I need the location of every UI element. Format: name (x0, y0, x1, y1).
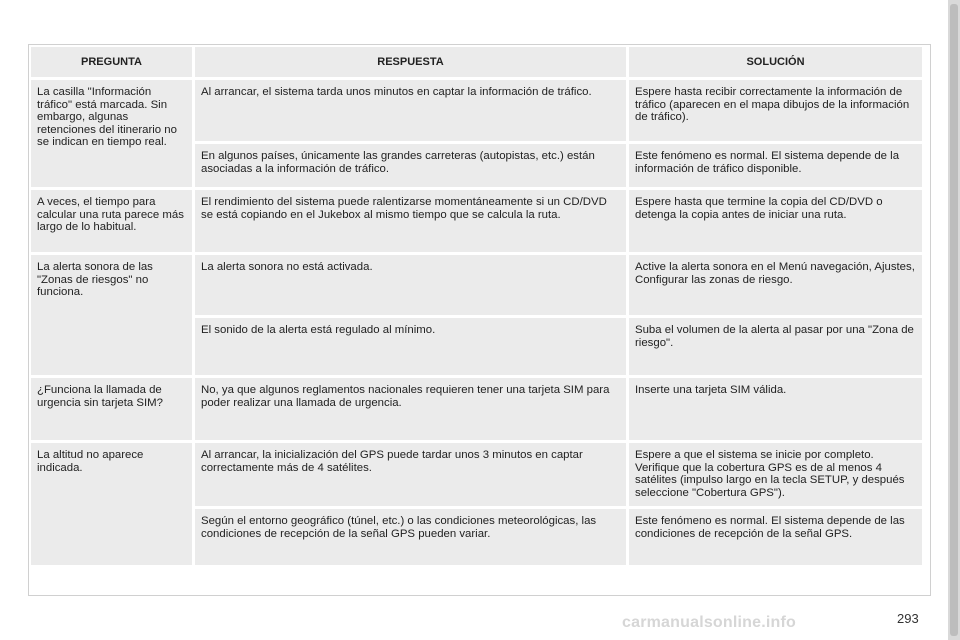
question-cell: La casilla "Información tráfico" está marcada. Sin embargo, algunas retenciones del itinerario no se indican en tiempo real. (31, 80, 192, 187)
header-solution: SOLUCIÓN (629, 47, 922, 77)
question-cell: A veces, el tiempo para calcular una ruta parece más largo de lo habitual. (31, 190, 192, 252)
table-row (31, 378, 922, 440)
answer-cell: Al arrancar, la inicialización del GPS puede tardar unos 3 minutos en captar correctamente más de 4 satélites. (195, 443, 626, 506)
header-question: PREGUNTA (31, 47, 192, 77)
scrollbar-thumb[interactable] (950, 4, 958, 636)
header-answer: RESPUESTA (195, 47, 626, 77)
table-row (31, 443, 922, 506)
solution-cell: Inserte una tarjeta SIM válida. (629, 378, 922, 440)
faq-table (28, 44, 925, 568)
solution-cell: Este fenómeno es normal. El sistema depende de las condiciones de recepción de la señal GPS. (629, 509, 922, 565)
watermark: carmanualsonline.info (622, 614, 797, 631)
table-header-row (31, 47, 922, 77)
answer-cell: Según el entorno geográfico (túnel, etc.) o las condiciones meteorológicas, las condiciones de recepción de la señal GPS pueden variar. (195, 509, 626, 565)
solution-cell: Este fenómeno es normal. El sistema depende de la información de tráfico disponible. (629, 144, 922, 187)
page-number: 293 (897, 611, 919, 626)
answer-cell: La alerta sonora no está activada. (195, 255, 626, 315)
table-row (31, 190, 922, 252)
solution-cell: Espere a que el sistema se inicie por completo. Verifique que la cobertura GPS es de al menos 4 satélites (impulso largo en la tecla SETUP, y después seleccione "Cobertura GPS"). (629, 443, 922, 506)
solution-cell: Espere hasta que termine la copia del CD/DVD o detenga la copia antes de iniciar una ruta. (629, 190, 922, 252)
answer-cell: El rendimiento del sistema puede ralentizarse momentáneamente si un CD/DVD se está copiando en el Jukebox al mismo tiempo que se calcula la ruta. (195, 190, 626, 252)
answer-cell: En algunos países, únicamente las grandes carreteras (autopistas, etc.) están asociadas a la información de tráfico. (195, 144, 626, 187)
question-cell: ¿Funciona la llamada de urgencia sin tarjeta SIM? (31, 378, 192, 440)
table-row (31, 80, 922, 141)
table-row (31, 255, 922, 315)
question-cell: La altitud no aparece indicada. (31, 443, 192, 565)
solution-cell: Espere hasta recibir correctamente la información de tráfico (aparecen en el mapa dibujos de la información de tráfico). (629, 80, 922, 141)
answer-cell: Al arrancar, el sistema tarda unos minutos en captar la información de tráfico. (195, 80, 626, 141)
solution-cell: Active la alerta sonora en el Menú navegación, Ajustes, Configurar las zonas de riesgo. (629, 255, 922, 315)
question-cell: La alerta sonora de las "Zonas de riesgos" no funciona. (31, 255, 192, 375)
answer-cell: El sonido de la alerta está regulado al mínimo. (195, 318, 626, 375)
solution-cell: Suba el volumen de la alerta al pasar por una "Zona de riesgo". (629, 318, 922, 375)
answer-cell: No, ya que algunos reglamentos nacionales requieren tener una tarjeta SIM para poder realizar una llamada de urgencia. (195, 378, 626, 440)
vertical-scrollbar[interactable] (948, 0, 960, 640)
